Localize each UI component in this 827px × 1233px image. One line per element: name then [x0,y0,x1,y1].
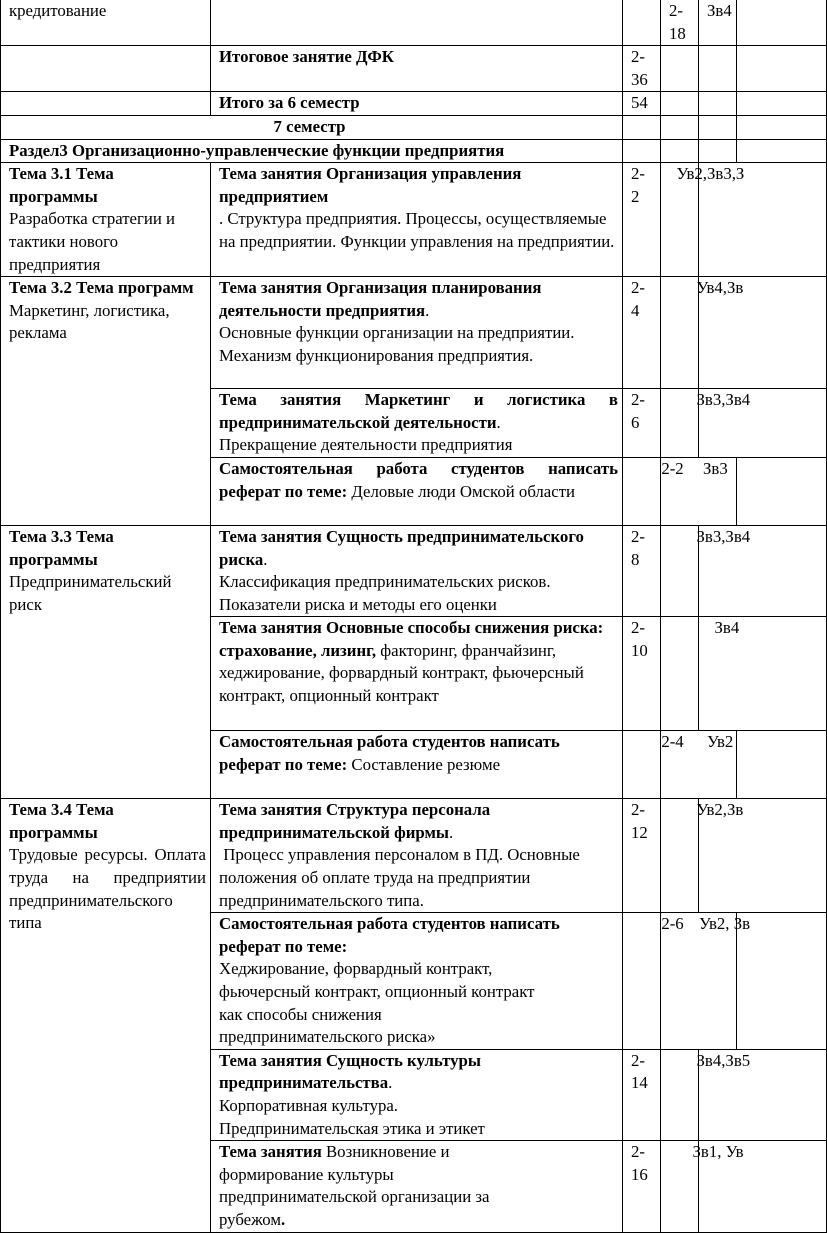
lesson-title-dot: . [388,1073,393,1093]
topic-description: Разработка стратегии и тактики нового предприятия [9,209,176,274]
lesson-description: Классификация предпринимательских рисков. Показатели риска и методы его оценки [219,572,551,614]
lesson-title-dot: . [496,412,501,432]
competence-cell [699,92,737,116]
hours-value: 2-12 [631,800,648,842]
self-study-cell [661,92,699,116]
self-study-hours: 2-2 [661,458,684,478]
self-study-cell [661,46,699,92]
hours-value: 54 [631,93,648,113]
empty-cell [737,92,827,116]
topic-cell [1,46,211,92]
table-row [1,46,827,92]
competence-codes-cell [707,731,827,799]
empty-cell [737,115,827,139]
hours-cell [623,457,661,525]
lesson-text-wrap [219,1141,618,1231]
hours-cell [623,617,661,731]
competence-codes-cell [696,277,827,389]
lesson-title-wrap [219,389,618,434]
empty-cell [737,0,827,46]
lesson-title: Тема занятия Маркетинг и логистика в предпринимательской деятельности [219,390,618,432]
self-study-hours: 2-6 [661,914,684,934]
competence-codes-cell [703,457,827,525]
hours-value: 2-10 [631,618,648,660]
lesson-title: Тема занятия Сущность предпринимательского риска [219,526,584,569]
topic-cell [1,0,211,46]
section-heading-cell [1,139,623,163]
topic-heading: Тема 3.1 Тема программы [9,164,114,206]
hours-value: 2-14 [631,1050,648,1093]
hours-value: 2-36 [631,47,648,89]
competence-codes: Ув2,Зв [696,800,744,820]
hours-cell [623,731,661,799]
content-cell [211,46,623,92]
content-cell [211,525,623,616]
topic-description: Трудовые ресурсы. Оплата труда на предприятии предпринимательского типа [9,845,206,933]
topic-description: Предпринимательский риск [9,572,172,614]
competence-codes: Зв4 [714,618,740,638]
lesson-description: Корпоративная культура. Предпринимательская этика и этикет [219,1096,485,1138]
content-cell [211,913,623,1050]
semester-heading-cell [1,115,623,139]
topic-cell [1,525,211,798]
hours-cell [623,1049,661,1140]
lesson-title: Тема занятия Основные способы снижения риска: страхование, лизинг, [219,618,604,660]
semester-total-label: Итого за 6 семестр [219,93,360,113]
assignment-topic: Хеджирование, форвардный контракт, фьючерсный контракт, опционный контракт как способы снижения предпринимательского риска» [219,959,535,1047]
hours-cell [623,913,661,1050]
competence-codes: Ув2, Зв [699,914,751,934]
assignment-topic: Деловые люди Омской области [351,481,576,501]
hours-cell [623,115,661,139]
content-cell [211,1049,623,1140]
self-study-cell [661,139,699,163]
competence-codes: Зв4 [707,1,732,20]
competence-codes-cell [696,799,827,913]
assignment-title: Самостоятельная работа студентов написать реферат по теме: [219,732,560,774]
hours-cell [623,389,661,458]
competence-codes-cell [714,617,827,731]
table-row [1,139,827,163]
self-study-hours: 2-18 [669,1,686,43]
hours-cell [623,139,661,163]
competence-cell [699,115,737,139]
lesson-description: Прекращение деятельности предприятия [219,435,513,455]
lesson-description: Возникновение и формирование культуры предпринимательской организации за рубежом [219,1142,490,1229]
final-lesson-label: Итоговое занятие ДФК [219,47,394,67]
table-row [1,92,827,116]
lesson-description: Процесс управления персоналом в ПД. Основные положения об оплате труда на предприятии предпринимательского типа. [219,845,584,910]
competence-codes-cell [692,1141,827,1233]
self-study-cell [661,525,699,616]
content-cell [211,799,623,913]
self-study-cell [661,115,699,139]
assignment-topic: Составление резюме [351,754,501,774]
hours-value: 2-4 [631,278,645,320]
content-cell [211,617,623,731]
empty-cell [737,139,827,163]
competence-cell [699,139,737,163]
hours-cell [623,0,661,46]
table-row [1,0,827,46]
self-study-cell [661,617,699,731]
competence-codes: Ув2 [707,732,734,752]
table-row [1,163,827,277]
competence-cell [699,46,737,92]
competence-codes: Зв1, Ув [692,1142,744,1162]
empty-cell [737,46,827,92]
competence-codes-cell [676,163,827,277]
hours-cell [623,799,661,913]
lesson-end-dot: . [280,1209,286,1229]
self-study-cell [661,1049,699,1140]
competence-codes-cell [699,913,827,1050]
competence-codes: Зв3 [703,458,728,478]
content-cell [211,1141,623,1233]
content-cell [211,389,623,458]
topic-heading: Тема 3.2 Тема программ [9,278,194,298]
competence-codes: Зв4,Зв5 [696,1050,751,1070]
topic-cell [1,799,211,1233]
topic-heading: Тема 3.4 Тема программы [9,800,114,842]
lesson-title-dot: . [425,300,430,320]
lesson-title: Тема занятия Организация планирования деятельности предприятия [219,278,542,320]
hours-value: 2-2 [631,164,645,206]
content-cell [211,457,623,525]
lesson-title: Тема занятия Организация управления предприятием [219,164,522,206]
table-row [1,115,827,139]
competence-codes-cell [696,389,827,458]
lesson-description: Основные функции организации на предприятии. Механизм функционирования предприятия. [219,323,575,365]
topic-heading: Тема 3.3 Тема программы [9,526,114,569]
hours-cell [623,92,661,116]
lesson-description: факторинг, франчайзинг, хеджирование, форвардный контракт, фьючерсный контракт, опционный контракт [219,640,589,706]
topic-description: Маркетинг, логистика, реклама [9,300,170,343]
competence-cell [699,0,737,46]
self-study-cell [661,0,699,46]
competence-codes: Ув2,Зв3,З [676,164,745,184]
self-study-cell [661,389,699,458]
table-row [1,525,827,616]
hours-value: 2-8 [631,526,645,569]
lesson-title: Тема занятия [219,1142,322,1162]
topic-cell [1,277,211,526]
hours-cell [623,163,661,277]
competence-codes-cell [696,1049,827,1140]
content-cell [211,92,623,116]
hours-cell [623,1141,661,1233]
table-row [1,799,827,913]
content-cell [211,0,623,46]
assignment-title: Самостоятельная работа студентов написать реферат по теме: [219,914,560,956]
lesson-title: Тема занятия Структура персонала предпринимательской фирмы [219,800,491,842]
self-study-hours: 2-4 [661,732,684,752]
hours-cell [623,525,661,616]
content-cell [211,163,623,277]
self-study-cell [661,799,699,913]
hours-value: 2-6 [631,390,645,432]
lesson-title-dot: . [449,822,454,842]
self-study-cell [661,277,699,389]
topic-cell [1,163,211,277]
lesson-description: . Структура предприятия. Процессы, осуществляемые на предприятии. Функции управления на предприятии. [219,209,615,251]
lesson-title-dot: . [263,549,268,569]
competence-codes-cell [696,525,827,616]
competence-codes: Ув4,Зв [696,278,744,298]
table-row [1,277,827,389]
semester-heading: 7 семестр [273,116,346,136]
hours-cell [623,46,661,92]
topic-text: кредитование [9,1,107,20]
content-cell [211,731,623,799]
section-heading: Раздел3 Организационно-управленческие функции предприятия [9,140,505,160]
hours-cell [623,277,661,389]
hours-value: 2-16 [631,1142,648,1184]
self-study-cell [661,913,737,1050]
content-cell [211,277,623,389]
competence-codes: Зв3,Зв4 [696,526,751,546]
lesson-title: Тема занятия Сущность культуры предпринимательства [219,1050,481,1093]
competence-codes: Зв3,Зв4 [696,390,751,410]
topic-cell [1,92,211,116]
assignment-title: Самостоятельная работа студентов написать реферат по теме: [219,458,618,501]
